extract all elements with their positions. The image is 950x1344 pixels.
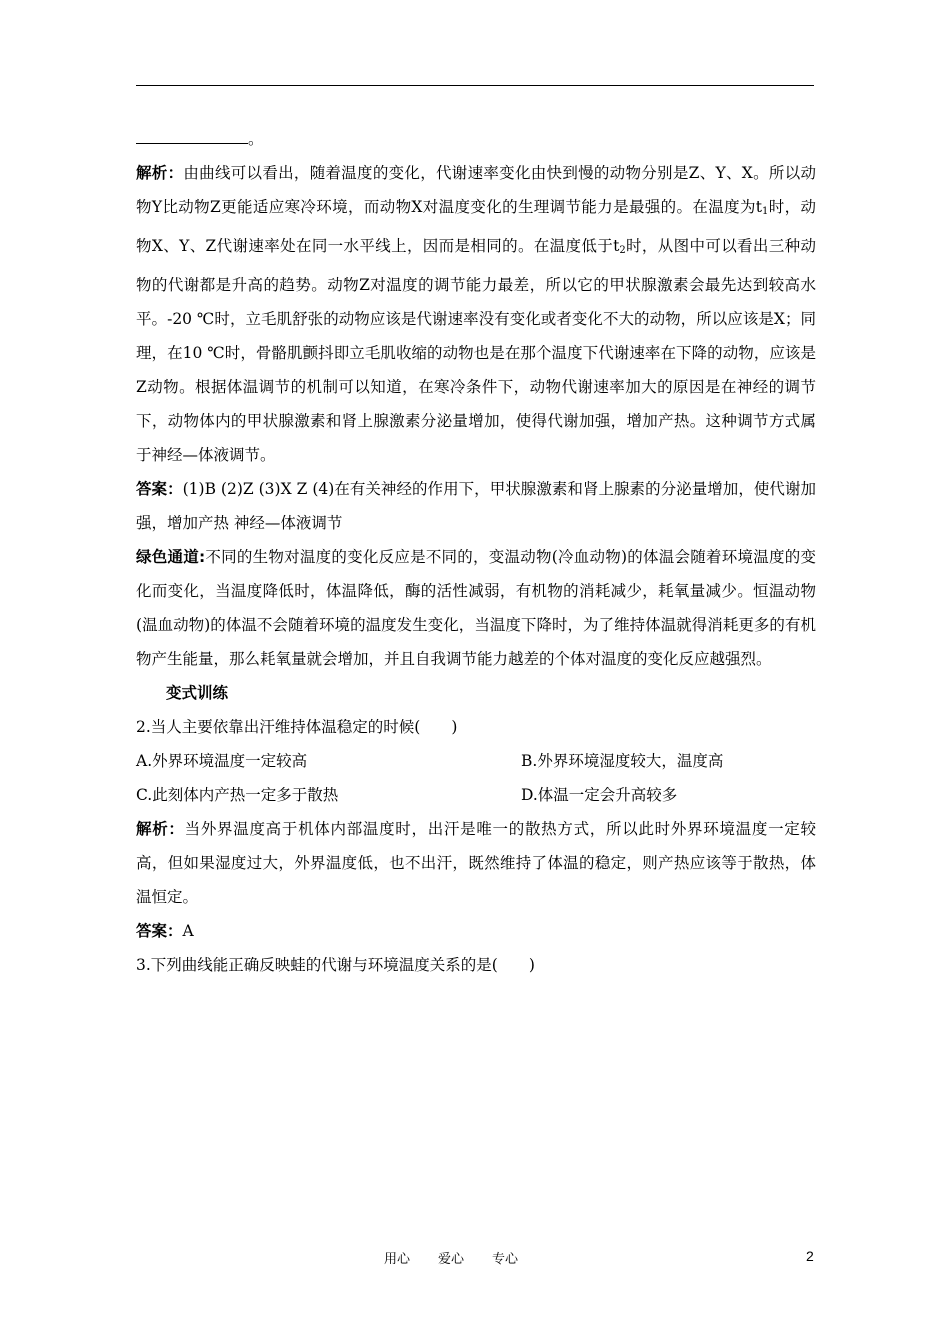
option-b: B.外界环境湿度较大，温度高: [521, 752, 724, 770]
answer-blank-line: 。: [136, 122, 816, 156]
page-number: 2: [806, 1248, 814, 1264]
motto-word: 专心: [492, 1252, 519, 1267]
answer-2: 答案：A: [136, 922, 194, 940]
question-2-options-row-1: [136, 744, 816, 778]
question-2-options-row-2: [136, 778, 816, 812]
page-content: [136, 122, 816, 982]
analysis-label: 解析：: [136, 820, 185, 838]
header-rule: [136, 85, 814, 86]
analysis-1: 解析：由曲线可以看出，随着温度的变化，代谢速率变化由快到慢的动物分别是Z、Y、X。所以动物Y比动物Z更能适应寒冷环境，而动物X对温度变化的生理调节能力是最强的。在温度为$t_1$时，动物X、Y、Z代谢速率处在同一水平线上，因而是相同的。在温度低于$t_2$时，从图中可以看出三种动物的代谢都是升高的趋势。动物Z对温度的调节能力最差，所以它的甲状腺激素会最先达到较高水平。-20 ℃时，立毛肌舒张的动物应该是代谢速率没有变化或者变化不大的动物，所以应该是X；同理，在10 ℃时，骨骼肌颤抖即立毛肌收缩的动物也是在那个温度下代谢速率在下降的动物，应该是Z动物。根据体温调节的机制可以知道，在寒冷条件下，动物代谢速率加大的原因是在神经的调节下，动物体内的甲状腺激素和肾上腺激素分泌量增加，使得代谢加强，增加产热。这种调节方式属于神经—体液调节。: [136, 164, 816, 464]
answer-label: 答案：: [136, 480, 183, 498]
option-a: A.外界环境温度一定较高: [136, 752, 308, 770]
section-title: 变式训练: [166, 684, 229, 702]
footer-motto: [384, 1248, 546, 1267]
green-channel: 绿色通道:不同的生物对温度的变化反应是不同的，变温动物(冷血动物)的体温会随着环境温度的变化而变化，当温度降低时，体温降低，酶的活性减弱，有机物的消耗减少，耗氧量减少。恒温动物(温血动物)的体温不会随着环境的温度发生变化，当温度下降时，为了维持体温就得消耗更多的有机物产生能量，那么耗氧量就会增加，并且自我调节能力越差的个体对温度的变化反应越强烈。: [136, 548, 816, 668]
motto-word: 爱心: [438, 1252, 465, 1267]
question-2-stem: 2.当人主要依靠出汗维持体温稳定的时候( ): [136, 718, 458, 736]
answer-label: 答案：: [136, 922, 183, 940]
option-c: C.此刻体内产热一定多于散热: [136, 786, 339, 804]
option-d: D.体温一定会升高较多: [521, 786, 678, 804]
analysis-label: 解析：: [136, 164, 184, 182]
blank-underline: [136, 125, 248, 144]
answer-1: 答案：(1)B (2)Z (3)X Z (4)在有关神经的作用下，甲状腺激素和肾上腺素的分泌量增加，使代谢加强，增加产热 神经—体液调节: [136, 480, 816, 532]
motto-word: 用心: [384, 1252, 411, 1267]
green-channel-label: 绿色通道:: [136, 548, 206, 566]
question-3-stem: 3.下列曲线能正确反映蛙的代谢与环境温度关系的是( ): [136, 956, 535, 974]
analysis-2: 解析：当外界温度高于机体内部温度时，出汗是唯一的散热方式，所以此时外界环境温度一定较高，但如果湿度过大，外界温度低，也不出汗，既然维持了体温的稳定，则产热应该等于散热，体温恒定。: [136, 820, 816, 906]
